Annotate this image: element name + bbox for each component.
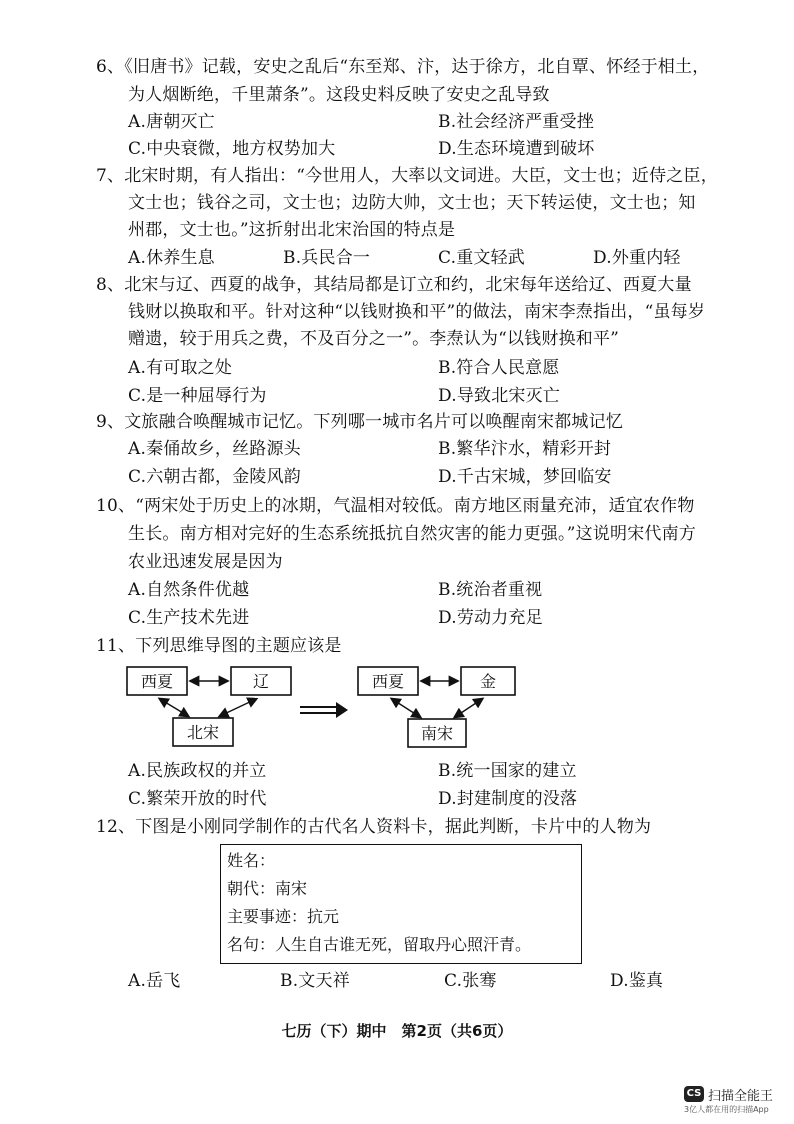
q6-option-d: D.生态环境遭到破坏	[438, 139, 595, 159]
node-nansong-label: 南宋	[420, 724, 454, 743]
q8-stem-line3: 赠遗，较于用兵之费，不及百分之一”。李焘认为“以钱财换和平”	[128, 329, 620, 349]
profile-card	[220, 844, 582, 964]
card-name: 姓名：	[227, 851, 276, 870]
q6-option-b: B.社会经济严重受挫	[438, 112, 594, 132]
q11-stem-line1: 11、下列思维导图的主题应该是	[96, 636, 342, 656]
q7-option-a: A.休养生息	[128, 248, 215, 268]
page-footer: 七历（下）期中 第2页（共6页）	[281, 1022, 513, 1040]
q11-option-d: D.封建制度的没落	[438, 789, 578, 809]
q10-stem-line2: 生长。南方相对完好的生态系统抵抗自然灾害的能力更强。”这说明宋代南方	[128, 524, 696, 544]
q11-option-b: B.统一国家的建立	[438, 761, 577, 781]
q10-option-b: B.统治者重视	[438, 580, 543, 600]
q12-option-d: D.鉴真	[610, 971, 664, 991]
q9-option-a: A.秦俑故乡，丝路源头	[128, 439, 301, 459]
q8-option-c: C.是一种屈辱行为	[128, 386, 267, 406]
q8-stem-line2: 钱财以换取和平。针对这种“以钱财换和平”的做法，南宋李焘指出，“虽每岁	[128, 302, 706, 322]
q10-stem-line1: 10、“两宋处于历史上的冰期，气温相对较低。南方地区雨量充沛，适宜农作物	[96, 496, 695, 516]
edge-xixia-beisong	[160, 699, 188, 716]
q7-option-d: D.外重内轻	[593, 248, 681, 268]
edge-jin-nansong	[455, 699, 482, 717]
q12-option-a: A.岳飞	[128, 971, 181, 991]
q10-stem-line3: 农业迅速发展是因为	[128, 552, 283, 572]
q12-option-c: C.张骞	[444, 971, 497, 991]
q8-option-a: A.有可取之处	[128, 358, 233, 378]
node-liao-label: 辽	[252, 672, 270, 691]
q10-option-c: C.生产技术先进	[128, 608, 250, 628]
q7-stem-line2: 文士也；钱谷之司，文士也；边防大帅，文士也；天下转运使，文士也；知	[128, 193, 696, 213]
card-deeds: 主要事迹：抗元	[227, 907, 340, 926]
card-dynasty: 朝代：南宋	[227, 879, 308, 898]
q6-stem-line2: 为人烟断绝，千里萧条”。这段史料反映了安史之乱导致	[128, 85, 550, 105]
q7-option-b: B.兵民合一	[283, 248, 371, 268]
q6-option-a: A.唐朝灭亡	[128, 112, 215, 132]
q6-stem-line1: 6、《旧唐书》记载，安史之乱后“东至郑、汴，达于徐方，北自覃、怀经于相土，	[96, 57, 710, 77]
node-jin-label: 金	[479, 672, 497, 691]
q12-stem-line1: 12、下图是小刚同学制作的古代名人资料卡，据此判断，卡片中的人物为	[96, 817, 652, 837]
q9-stem-line1: 9、文旅融合唤醒城市记忆。下列哪一城市名片可以唤醒南宋都城记忆	[96, 412, 624, 432]
q9-option-b: B.繁华汴水，精彩开封	[438, 439, 612, 459]
q11-option-c: C.繁荣开放的时代	[128, 789, 267, 809]
q9-option-c: C.六朝古都，金陵风韵	[128, 467, 302, 487]
mind-map-left	[127, 667, 291, 746]
transition-arrow	[300, 702, 348, 718]
camscanner-name: 扫描全能王	[708, 1089, 774, 1104]
edge-liao-beisong	[220, 699, 256, 716]
q9-option-d: D.千古宋城，梦回临安	[438, 467, 612, 487]
node-xixia-right-label: 西夏	[371, 672, 405, 691]
q7-option-c: C.重文轻武	[438, 248, 526, 268]
mind-map-right	[358, 667, 515, 747]
q12-option-b: B.文天祥	[280, 971, 350, 991]
q10-option-a: A.自然条件优越	[128, 580, 250, 600]
q10-option-d: D.劳动力充足	[438, 608, 543, 628]
camscanner-tagline: 3亿人都在用的扫描App	[684, 1105, 769, 1114]
q7-stem-line3: 州郡，文士也。”这折射出北宋治国的特点是	[128, 220, 456, 240]
q6-option-c: C.中央衰微，地方权势加大	[128, 139, 336, 159]
q11-option-a: A.民族政权的并立	[128, 761, 267, 781]
q8-option-d: D.导致北宋灭亡	[438, 386, 561, 406]
edge-xixia-nansong	[392, 699, 420, 717]
card-quote: 名句：人生自古谁无死，留取丹心照汗青。	[227, 935, 532, 954]
node-beisong-label: 北宋	[186, 723, 220, 742]
q8-option-b: B.符合人民意愿	[438, 358, 560, 378]
node-xixia-left-label: 西夏	[140, 672, 174, 691]
q7-stem-line1: 7、北宋时期，有人指出：“今世用人，大率以文词进。大臣，文士也；近侍之臣，	[96, 166, 718, 186]
q8-stem-line1: 8、北宋与辽、西夏的战争，其结局都是订立和约，北宋每年送给辽、西夏大量	[96, 275, 692, 295]
camscanner-logo: CS	[684, 1086, 704, 1102]
